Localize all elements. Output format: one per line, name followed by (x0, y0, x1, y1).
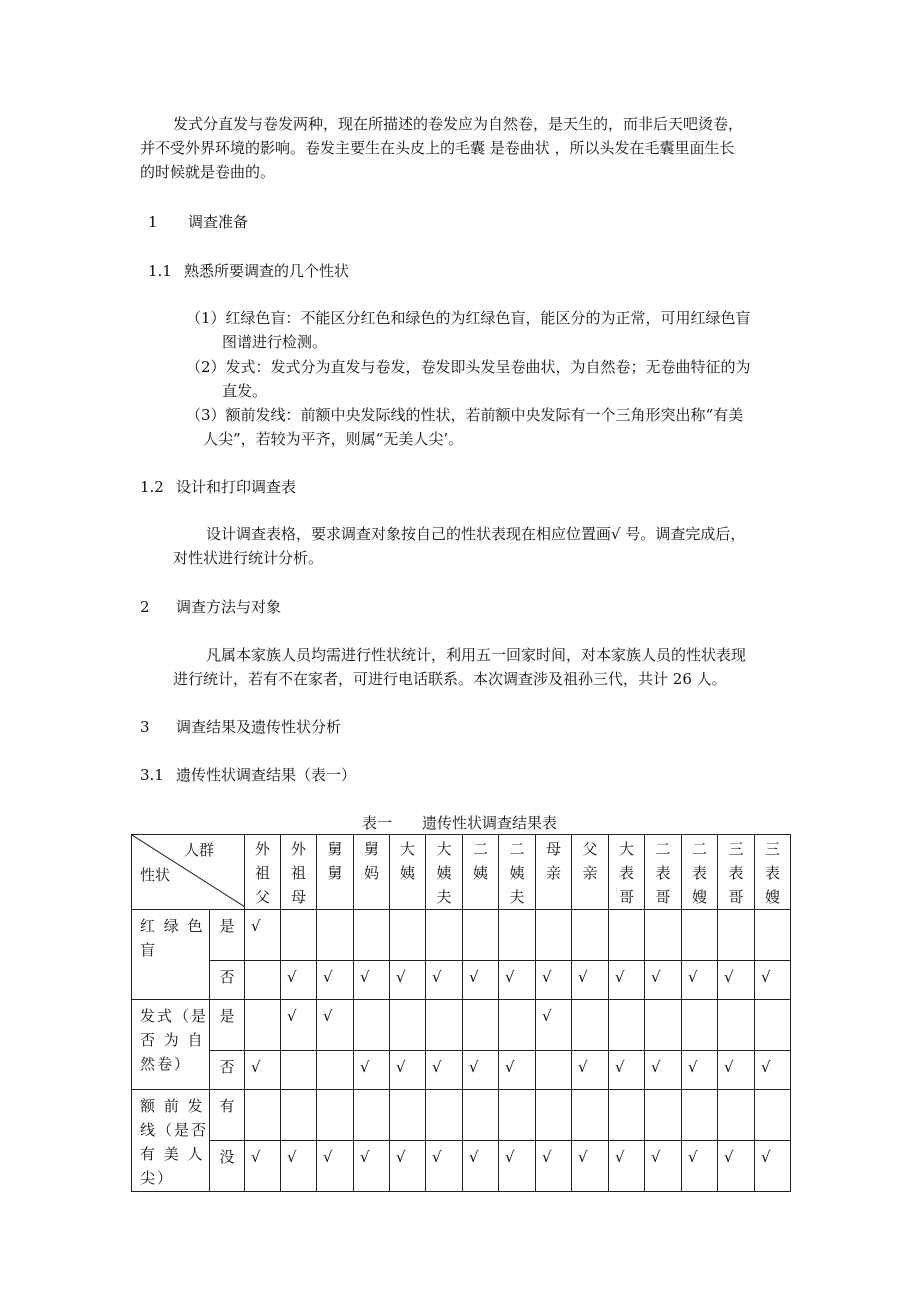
column-header-char: 哥 (655, 888, 671, 906)
trait-item-3-line-2: 人尖”，若较为平齐，则属“无美人尖’。 (203, 430, 464, 448)
column-header-char: 父 (582, 840, 598, 858)
trait-item-3-line-1 (186, 403, 743, 427)
check-cell: √ (354, 961, 390, 1000)
check-cell (682, 1000, 718, 1051)
trait-name-line: 发式（是 (140, 1007, 209, 1025)
column-header-char: 二 (691, 840, 707, 858)
check-cell: √ (536, 1000, 572, 1051)
column-header-char: 外 (254, 840, 270, 858)
check-cell (426, 1000, 463, 1051)
column-header-char: 夫 (436, 888, 452, 906)
check-cell: √ (390, 1051, 426, 1090)
column-header-char: 父 (254, 888, 270, 906)
check-cell: √ (572, 961, 609, 1000)
section-3-number: 3 (140, 718, 150, 736)
intro-line-1: 发式分直发与卷发两种，现在所描述的卷发应为自然卷，是天生的，而非后天吧烫卷， (173, 115, 744, 133)
column-header-char: 哥 (728, 888, 744, 906)
column-header-person (682, 835, 718, 910)
check-cell: √ (499, 961, 536, 1000)
check-cell: √ (499, 1141, 536, 1192)
trait-option-cell: 否 (210, 1051, 245, 1090)
check-cell (281, 1090, 317, 1141)
check-cell (645, 1090, 682, 1141)
check-cell: √ (645, 1051, 682, 1090)
check-cell (718, 910, 755, 961)
section-3-1-title: 遗传性状调查结果（表一） (176, 766, 357, 784)
column-header-person (245, 835, 281, 910)
check-cell (499, 1000, 536, 1051)
trait-item-2-line-1 (186, 355, 751, 379)
check-cell (245, 1090, 281, 1141)
check-cell (499, 1090, 536, 1141)
check-cell (609, 1000, 645, 1051)
check-cell (718, 1000, 755, 1051)
check-cell: √ (281, 961, 317, 1000)
check-cell: √ (609, 1051, 645, 1090)
section-1-1-title: 熟悉所要调查的几个性状 (184, 262, 350, 280)
column-header-person (755, 835, 791, 910)
table-row (132, 961, 791, 1000)
check-cell (682, 1090, 718, 1141)
column-header-char: 嫂 (764, 888, 780, 906)
check-cell (572, 1090, 609, 1141)
table-header-row (132, 835, 791, 910)
check-cell: √ (463, 1051, 499, 1090)
check-cell: √ (354, 1141, 390, 1192)
check-cell (463, 1090, 499, 1141)
check-cell (755, 1000, 791, 1051)
section-2-title: 调查方法与对象 (176, 598, 282, 616)
check-cell (354, 910, 390, 961)
trait-name-line: 红 绿 色 (140, 917, 205, 935)
check-cell: √ (463, 961, 499, 1000)
check-cell: √ (572, 1051, 609, 1090)
table-corner-cell (132, 835, 245, 910)
column-header-person (426, 835, 463, 910)
column-header-char: 表 (728, 864, 744, 882)
check-cell (245, 961, 281, 1000)
trait-option-cell: 否 (210, 961, 245, 1000)
column-header-person (499, 835, 536, 910)
check-cell (317, 1090, 354, 1141)
check-cell: √ (755, 961, 791, 1000)
column-header-person (281, 835, 317, 910)
column-header-char: 亲 (582, 864, 598, 882)
check-cell (317, 910, 354, 961)
column-header-person (317, 835, 354, 910)
check-cell: √ (609, 961, 645, 1000)
check-cell: √ (245, 910, 281, 961)
section-1-1-heading (148, 259, 349, 283)
check-cell (755, 1090, 791, 1141)
section-1-2-title: 设计和打印调查表 (176, 478, 297, 496)
table-row (132, 1090, 791, 1141)
trait-name-line: 有 美 人 (140, 1145, 205, 1163)
check-cell: √ (426, 961, 463, 1000)
check-cell (390, 1000, 426, 1051)
trait-item-2-text: 发式：发式分为直发与卷发，卷发即头发呈卷曲状，为自然卷；无卷曲特征的为 (225, 358, 751, 376)
check-cell: √ (390, 1141, 426, 1192)
check-cell: √ (682, 1051, 718, 1090)
check-cell: √ (245, 1051, 281, 1090)
trait-name-line: 盲 (140, 941, 158, 959)
table-caption: 表一 遗传性状调查结果表 (362, 814, 558, 832)
column-header-char: 三 (764, 840, 780, 858)
column-header-char: 母 (545, 840, 561, 858)
table-row (132, 910, 791, 961)
section-3-1-number: 3.1 (140, 766, 164, 784)
trait-item-3-text: 额前发线：前额中央发际线的性状，若前额中央发际有一个三角形突出称“有美 (225, 406, 744, 424)
check-cell (390, 910, 426, 961)
check-cell: √ (317, 1000, 354, 1051)
check-cell: √ (718, 1141, 755, 1192)
trait-option-cell: 是 (210, 1000, 245, 1051)
column-header-char: 姨 (399, 864, 415, 882)
column-header-char: 大 (436, 840, 452, 858)
trait-name-cell (132, 1090, 210, 1192)
trait-option-cell: 是 (210, 910, 245, 961)
trait-name-line: 额 前 发 (140, 1097, 205, 1115)
column-header-char: 姨 (472, 864, 488, 882)
column-header-char: 祖 (254, 864, 270, 882)
trait-name-cell (132, 1000, 210, 1090)
check-cell (390, 1090, 426, 1141)
column-header-char: 妈 (363, 864, 379, 882)
check-cell (354, 1000, 390, 1051)
section-3-title: 调查结果及遗传性状分析 (176, 718, 342, 736)
column-header-person (572, 835, 609, 910)
survey-results-table (131, 834, 791, 1192)
trait-item-1-text: 红绿色盲：不能区分红色和绿色的为红绿色盲，能区分的为正常，可用红绿色盲 (225, 309, 751, 327)
check-cell (317, 1051, 354, 1090)
check-cell (463, 1000, 499, 1051)
check-cell (536, 910, 572, 961)
column-header-char: 哥 (618, 888, 634, 906)
check-cell: √ (390, 961, 426, 1000)
section-1-title: 调查准备 (188, 213, 249, 231)
section-1-heading (148, 210, 248, 234)
column-header-char: 表 (691, 864, 707, 882)
trait-name-cell (132, 910, 210, 1000)
trait-item-1-label: （1） (186, 309, 226, 327)
check-cell (281, 910, 317, 961)
column-header-char: 舅 (363, 840, 379, 858)
column-header-person (645, 835, 682, 910)
check-cell (463, 910, 499, 961)
check-cell: √ (645, 1141, 682, 1192)
check-cell: √ (281, 1141, 317, 1192)
check-cell: √ (755, 1051, 791, 1090)
column-header-char: 大 (399, 840, 415, 858)
section-2-body-line-2: 进行统计，若有不在家者，可进行电话联系。本次调查涉及祖孙三代，共计 26 人。 (173, 670, 727, 688)
section-1-2-number: 1.2 (140, 478, 164, 496)
check-cell: √ (499, 1051, 536, 1090)
check-cell (536, 1090, 572, 1141)
check-cell: √ (682, 1141, 718, 1192)
trait-name-line: 然卷） (140, 1055, 192, 1073)
trait-item-2-label: （2） (186, 358, 226, 376)
column-header-person (354, 835, 390, 910)
column-header-char: 舅 (327, 864, 343, 882)
column-header-person (536, 835, 572, 910)
check-cell (354, 1090, 390, 1141)
check-cell: √ (609, 1141, 645, 1192)
column-header-char: 二 (655, 840, 671, 858)
trait-name-line: 尖） (140, 1169, 175, 1187)
trait-item-2-line-2: 直发。 (222, 382, 268, 400)
check-cell (645, 1000, 682, 1051)
check-cell: √ (536, 961, 572, 1000)
table-row (132, 1000, 791, 1051)
check-cell (682, 910, 718, 961)
check-cell: √ (718, 961, 755, 1000)
check-cell (245, 1000, 281, 1051)
table-row (132, 1141, 791, 1192)
section-1-number: 1 (148, 213, 158, 231)
column-header-char: 母 (290, 888, 306, 906)
trait-name-line: 线（是否 (140, 1121, 209, 1139)
check-cell (609, 1090, 645, 1141)
column-header-char: 表 (618, 864, 634, 882)
check-cell: √ (426, 1141, 463, 1192)
section-2-heading (140, 595, 281, 619)
section-1-2-heading (140, 475, 296, 499)
intro-line-3: 的时候就是卷曲的。 (140, 163, 276, 181)
check-cell: √ (718, 1051, 755, 1090)
column-header-person (463, 835, 499, 910)
column-header-char: 表 (764, 864, 780, 882)
column-header-char: 表 (655, 864, 671, 882)
section-2-body-line-1: 凡属本家族人员均需进行性状统计，利用五一回家时间，对本家族人员的性状表现 (206, 646, 747, 664)
corner-header-people: 人群 (183, 841, 214, 859)
trait-item-1-line-1 (186, 306, 751, 330)
check-cell: √ (317, 961, 354, 1000)
table-row (132, 1051, 791, 1090)
column-header-person (718, 835, 755, 910)
column-header-char: 外 (290, 840, 306, 858)
check-cell: √ (463, 1141, 499, 1192)
column-header-char: 嫂 (691, 888, 707, 906)
trait-name-line: 否 为 自 (140, 1031, 205, 1049)
check-cell (281, 1051, 317, 1090)
column-header-char: 祖 (290, 864, 306, 882)
column-header-char: 姨 (436, 864, 452, 882)
section-2-number: 2 (140, 598, 150, 616)
check-cell: √ (536, 1141, 572, 1192)
section-1-2-body-line-1: 设计调查表格，要求调查对象按自己的性状表现在相应位置画√ 号。调查完成后， (206, 525, 746, 543)
column-header-char: 夫 (509, 888, 525, 906)
trait-option-cell: 没 (210, 1141, 245, 1192)
check-cell (572, 910, 609, 961)
column-header-char: 二 (472, 840, 488, 858)
column-header-person (609, 835, 645, 910)
trait-item-1-line-2: 图谱进行检测。 (222, 333, 328, 351)
check-cell (572, 1000, 609, 1051)
check-cell (499, 910, 536, 961)
section-1-2-body-line-2: 对性状进行统计分析。 (173, 549, 324, 567)
check-cell: √ (426, 1051, 463, 1090)
column-header-char: 姨 (509, 864, 525, 882)
check-cell: √ (645, 961, 682, 1000)
check-cell: √ (317, 1141, 354, 1192)
check-cell: √ (281, 1000, 317, 1051)
trait-option-cell: 有 (210, 1090, 245, 1141)
check-cell: √ (572, 1141, 609, 1192)
check-cell: √ (682, 961, 718, 1000)
corner-header-traits: 性状 (140, 866, 171, 884)
check-cell (609, 910, 645, 961)
column-header-char: 大 (618, 840, 634, 858)
section-3-heading (140, 715, 341, 739)
check-cell (426, 1090, 463, 1141)
section-1-1-number: 1.1 (148, 262, 172, 280)
check-cell: √ (354, 1051, 390, 1090)
check-cell: √ (245, 1141, 281, 1192)
check-cell (536, 1051, 572, 1090)
column-header-char: 亲 (545, 864, 561, 882)
trait-item-3-label: （3） (186, 406, 226, 424)
section-3-1-heading (140, 763, 356, 787)
column-header-char: 舅 (327, 840, 343, 858)
check-cell: √ (755, 1141, 791, 1192)
check-cell (645, 910, 682, 961)
column-header-char: 二 (509, 840, 525, 858)
check-cell (426, 910, 463, 961)
column-header-person (390, 835, 426, 910)
column-header-char: 三 (728, 840, 744, 858)
check-cell (718, 1090, 755, 1141)
check-cell (755, 910, 791, 961)
intro-line-2: 并不受外界环境的影响。卷发主要生在头皮上的毛囊 是卷曲状 ，所以头发在毛囊里面生长 (140, 139, 735, 157)
